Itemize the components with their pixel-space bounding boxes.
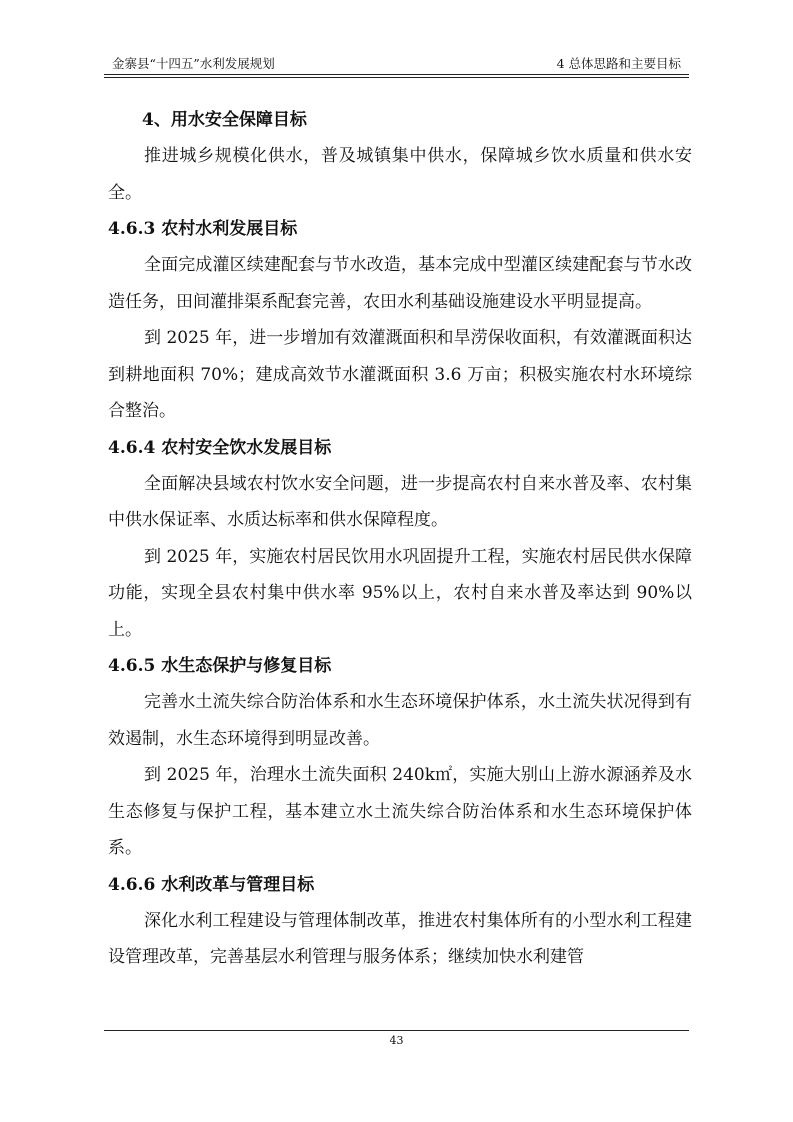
page-body xyxy=(108,102,692,976)
heading-4-6-5: 4.6.5 水生态保护与修复目标 xyxy=(108,656,332,676)
header-rule-thin xyxy=(104,77,689,78)
paragraph: 全面完成灌区续建配套与节水改造，基本完成中型灌区续建配套与节水改造任务，田间灌排渠系配套完善，农田水利基础设施建设水平明显提高。 xyxy=(108,255,692,312)
paragraph: 到 2025 年，实施农村居民饮用水巩固提升工程，实施农村居民供水保障功能，实现全县农村集中供水率 95%以上，农村自来水普及率达到 90%以上。 xyxy=(108,546,692,640)
page-number: 43 xyxy=(389,1034,404,1047)
heading-water-safety: 4、用水安全保障目标 xyxy=(142,110,307,130)
footer-rule xyxy=(104,1030,689,1031)
header-rule xyxy=(104,74,689,75)
paragraph: 深化水利工程建设与管理体制改革，推进农村集体所有的小型水利工程建设管理改革，完善基层水利管理与服务体系；继续加快水利建管 xyxy=(108,910,692,967)
paragraph: 到 2025 年，治理水土流失面积 240k㎡，实施大别山上游水源涵养及水生态修复与保护工程，基本建立水土流失综合防治体系和水生态环境保护体系。 xyxy=(108,765,692,858)
paragraph: 到 2025 年，进一步增加有效灌溉面积和旱涝保收面积，有效灌溉面积达到耕地面积 70%；建成高效节水灌溉面积 3.6 万亩；积极实施农村水环境综合整治。 xyxy=(108,328,692,421)
paragraph: 完善水土流失综合防治体系和水生态环境保护体系，水土流失状况得到有效遏制，水生态环境得到明显改善。 xyxy=(108,692,692,749)
paragraph: 推进城乡规模化供水，普及城镇集中供水，保障城乡饮水质量和供水安全。 xyxy=(108,146,692,203)
heading-4-6-6: 4.6.6 水利改革与管理目标 xyxy=(108,874,315,895)
heading-4-6-3: 4.6.3 农村水利发展目标 xyxy=(108,219,298,239)
heading-4-6-4: 4.6.4 农村安全饮水发展目标 xyxy=(108,437,332,458)
page-header xyxy=(104,54,689,72)
paragraph: 全面解决县域农村饮水安全问题，进一步提高农村自来水普及率、农村集中供水保证率、水质达标率和供水保障程度。 xyxy=(108,473,692,530)
header-chapter-title: 4 总体思路和主要目标 xyxy=(556,56,681,71)
header-document-title: 金寨县“十四五”水利发展规划 xyxy=(112,56,275,71)
